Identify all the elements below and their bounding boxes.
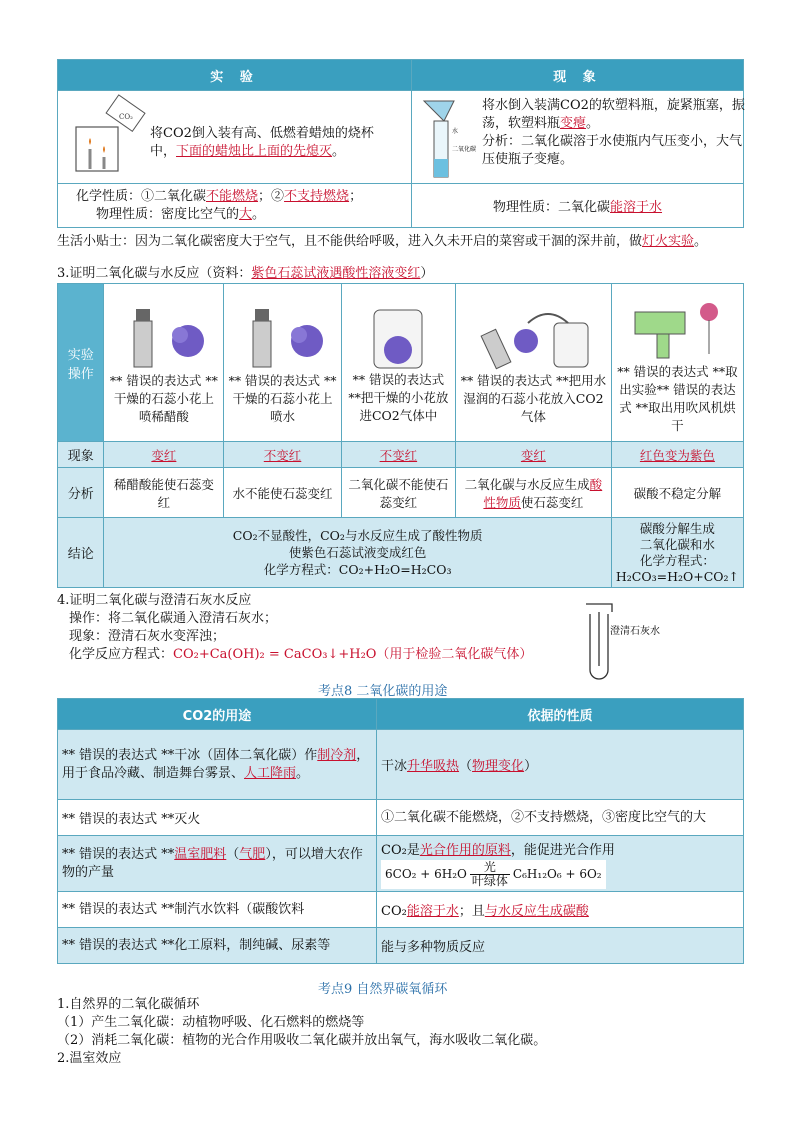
use-fertilizer: ** 错误的表达式 **温室肥料（气肥），可以增大农作物的产量 [58,836,377,892]
chemical-property-cell: 化学性质：①二氧化碳不能燃烧；②不支持燃烧； 物理性质：密度比空气的大。 [58,184,412,228]
phen-4: 变红 [456,442,612,468]
water-label: 水 [452,128,459,135]
anal-4: 二氧化碳与水反应生成酸性物质使石蕊变红 [456,468,612,518]
op-cell-4: ** 错误的表达式 **把用水湿润的石蕊小花放入CO2气体 [456,284,612,442]
row-label-conclusion: 结论 [58,518,104,588]
phen-1: 变红 [104,442,224,468]
conclusion-decompose: 碳酸分解生成 二氧化碳和水 化学方程式： H₂CO₃=H₂O+CO₂↑ [611,518,743,588]
photosynthesis-equation: 6CO₂ + 6H₂O 光 叶绿体 C₆H₁₂O₆ + 6O₂ [381,860,606,889]
litmus-flower-table [57,283,744,588]
prop-soda: CO₂能溶于水；且与水反应生成碳酸 [377,892,744,928]
prop-dry-ice: 干冰升华吸热（物理变化） [377,730,744,800]
anal-3: 二氧化碳不能使石蕊变红 [341,468,455,518]
spray-bottle-icon [114,301,214,371]
col-phenomenon-header: 现 象 [412,60,744,91]
op-cell-2: ** 错误的表达式 **干燥的石蕊小花上喷水 [224,284,341,442]
bottle-experiment-text: 将水倒入装满CO2的软塑料瓶，旋紧瓶塞，振荡，软塑料瓶变瘪。 分析：二氧化碳溶于水使瓶内气压变小，大气压使瓶子变瘪。 [482,98,745,167]
phen-3: 不变红 [341,442,455,468]
kp8-title: 考点8 二氧化碳的用途 [318,684,448,699]
row-label-phenomenon: 现象 [58,442,104,468]
co2-bottle-label: 二氧化碳 [452,146,477,153]
uses-header: CO2的用途 [58,699,377,730]
bottle-experiment-cell [412,91,744,184]
life-tip: 生活小贴士：因为二氧化碳密度大于空气，且不能供给呼吸，进入久未开启的菜窖或干涸的深井前，做灯火实验。 [57,234,708,249]
co2-uses-table [57,698,744,964]
plastic-bottle-illustration [414,93,484,181]
op-cell-1: ** 错误的表达式 **干燥的石蕊小花上喷稀醋酸 [104,284,224,442]
kp9-title: 考点9 自然界碳氧循环 [318,982,448,997]
op-cell-5: ** 错误的表达式 **取出实验** 错误的表达式 **取出用吹风机烘干 [611,284,743,442]
property-header: 依据的性质 [377,699,744,730]
anal-2: 水不能使石蕊变红 [224,468,341,518]
conclusion-main: CO₂不显酸性，CO₂与水反应生成了酸性物质 使紫色石蕊试液变成红色 化学方程式：CO₂+H₂O=H₂CO₃ [104,518,611,588]
use-dry-ice: ** 错误的表达式 **干冰（固体二氧化碳）作制冷剂，用于食品冷藏、制造舞台雾景、人工降雨。 [58,730,377,800]
spray-bottle-icon [233,301,333,371]
physical-property-cell: 物理性质：二氧化碳能溶于水 [412,184,744,228]
limewater-tube-illustration [574,600,660,680]
phen-5: 红色变为紫色 [611,442,743,468]
row-label-operation: 实验操作 [58,284,104,442]
candle-experiment-cell [58,91,412,184]
anal-5: 碳酸不稳定分解 [611,468,743,518]
prop-fire: ①二氧化碳不能燃烧，②不支持燃烧，③密度比空气的大 [377,800,744,836]
op-cell-3: ** 错误的表达式 **把干燥的小花放进CO2气体中 [341,284,455,442]
prop-fertilizer: CO₂是光合作用的原料，能促进光合作用 6CO₂ + 6H₂O 光 叶绿体 C₆H₁₂O₆ + 6O₂ [377,836,744,892]
limewater-label: 澄清石灰水 [610,626,660,637]
spray-and-jar-icon [468,301,598,371]
row-label-analysis: 分析 [58,468,104,518]
section9: 1.自然界的二氧化碳循环 （1）产生二氧化碳：动植物呼吸、化石燃料的燃烧等 （2）消耗二氧化碳：植物的光合作用吸收二氧化碳并放出氧气，海水吸收二氧化碳。 2.温室效应 [57,997,547,1066]
hair-dryer-icon [617,292,737,362]
use-soda: ** 错误的表达式 **制汽水饮料（碳酸饮料 [58,892,377,928]
prop-chemical: 能与多种物质反应 [377,928,744,964]
use-fire: ** 错误的表达式 **灭火 [58,800,377,836]
section3-title: 3.证明二氧化碳与水反应（资料：紫色石蕊试液遇酸性溶液变红） [57,266,434,281]
co2-property-table [57,59,744,228]
anal-1: 稀醋酸能使石蕊变红 [104,468,224,518]
candle-beaker-illustration [68,97,148,177]
candle-experiment-text: 将CO2倒入装有高、低燃着蜡烛的烧杯中，下面的蜡烛比上面的先熄灭。 [150,126,374,159]
phen-2: 不变红 [224,442,341,468]
gas-jar-icon [358,302,438,370]
section4: 4.证明二氧化碳与澄清石灰水反应 操作：将二氧化碳通入澄清石灰水； 现象：澄清石灰水变浑浊； 化学反应方程式：CO₂+Ca(OH)₂ = CaCO₃↓+H₂O（用于检验二氧化碳气体） [57,593,533,662]
use-chemical: ** 错误的表达式 **化工原料，制纯碱、尿素等 [58,928,377,964]
co2-label: CO₂ [119,113,133,121]
col-experiment-header: 实 验 [58,60,412,91]
